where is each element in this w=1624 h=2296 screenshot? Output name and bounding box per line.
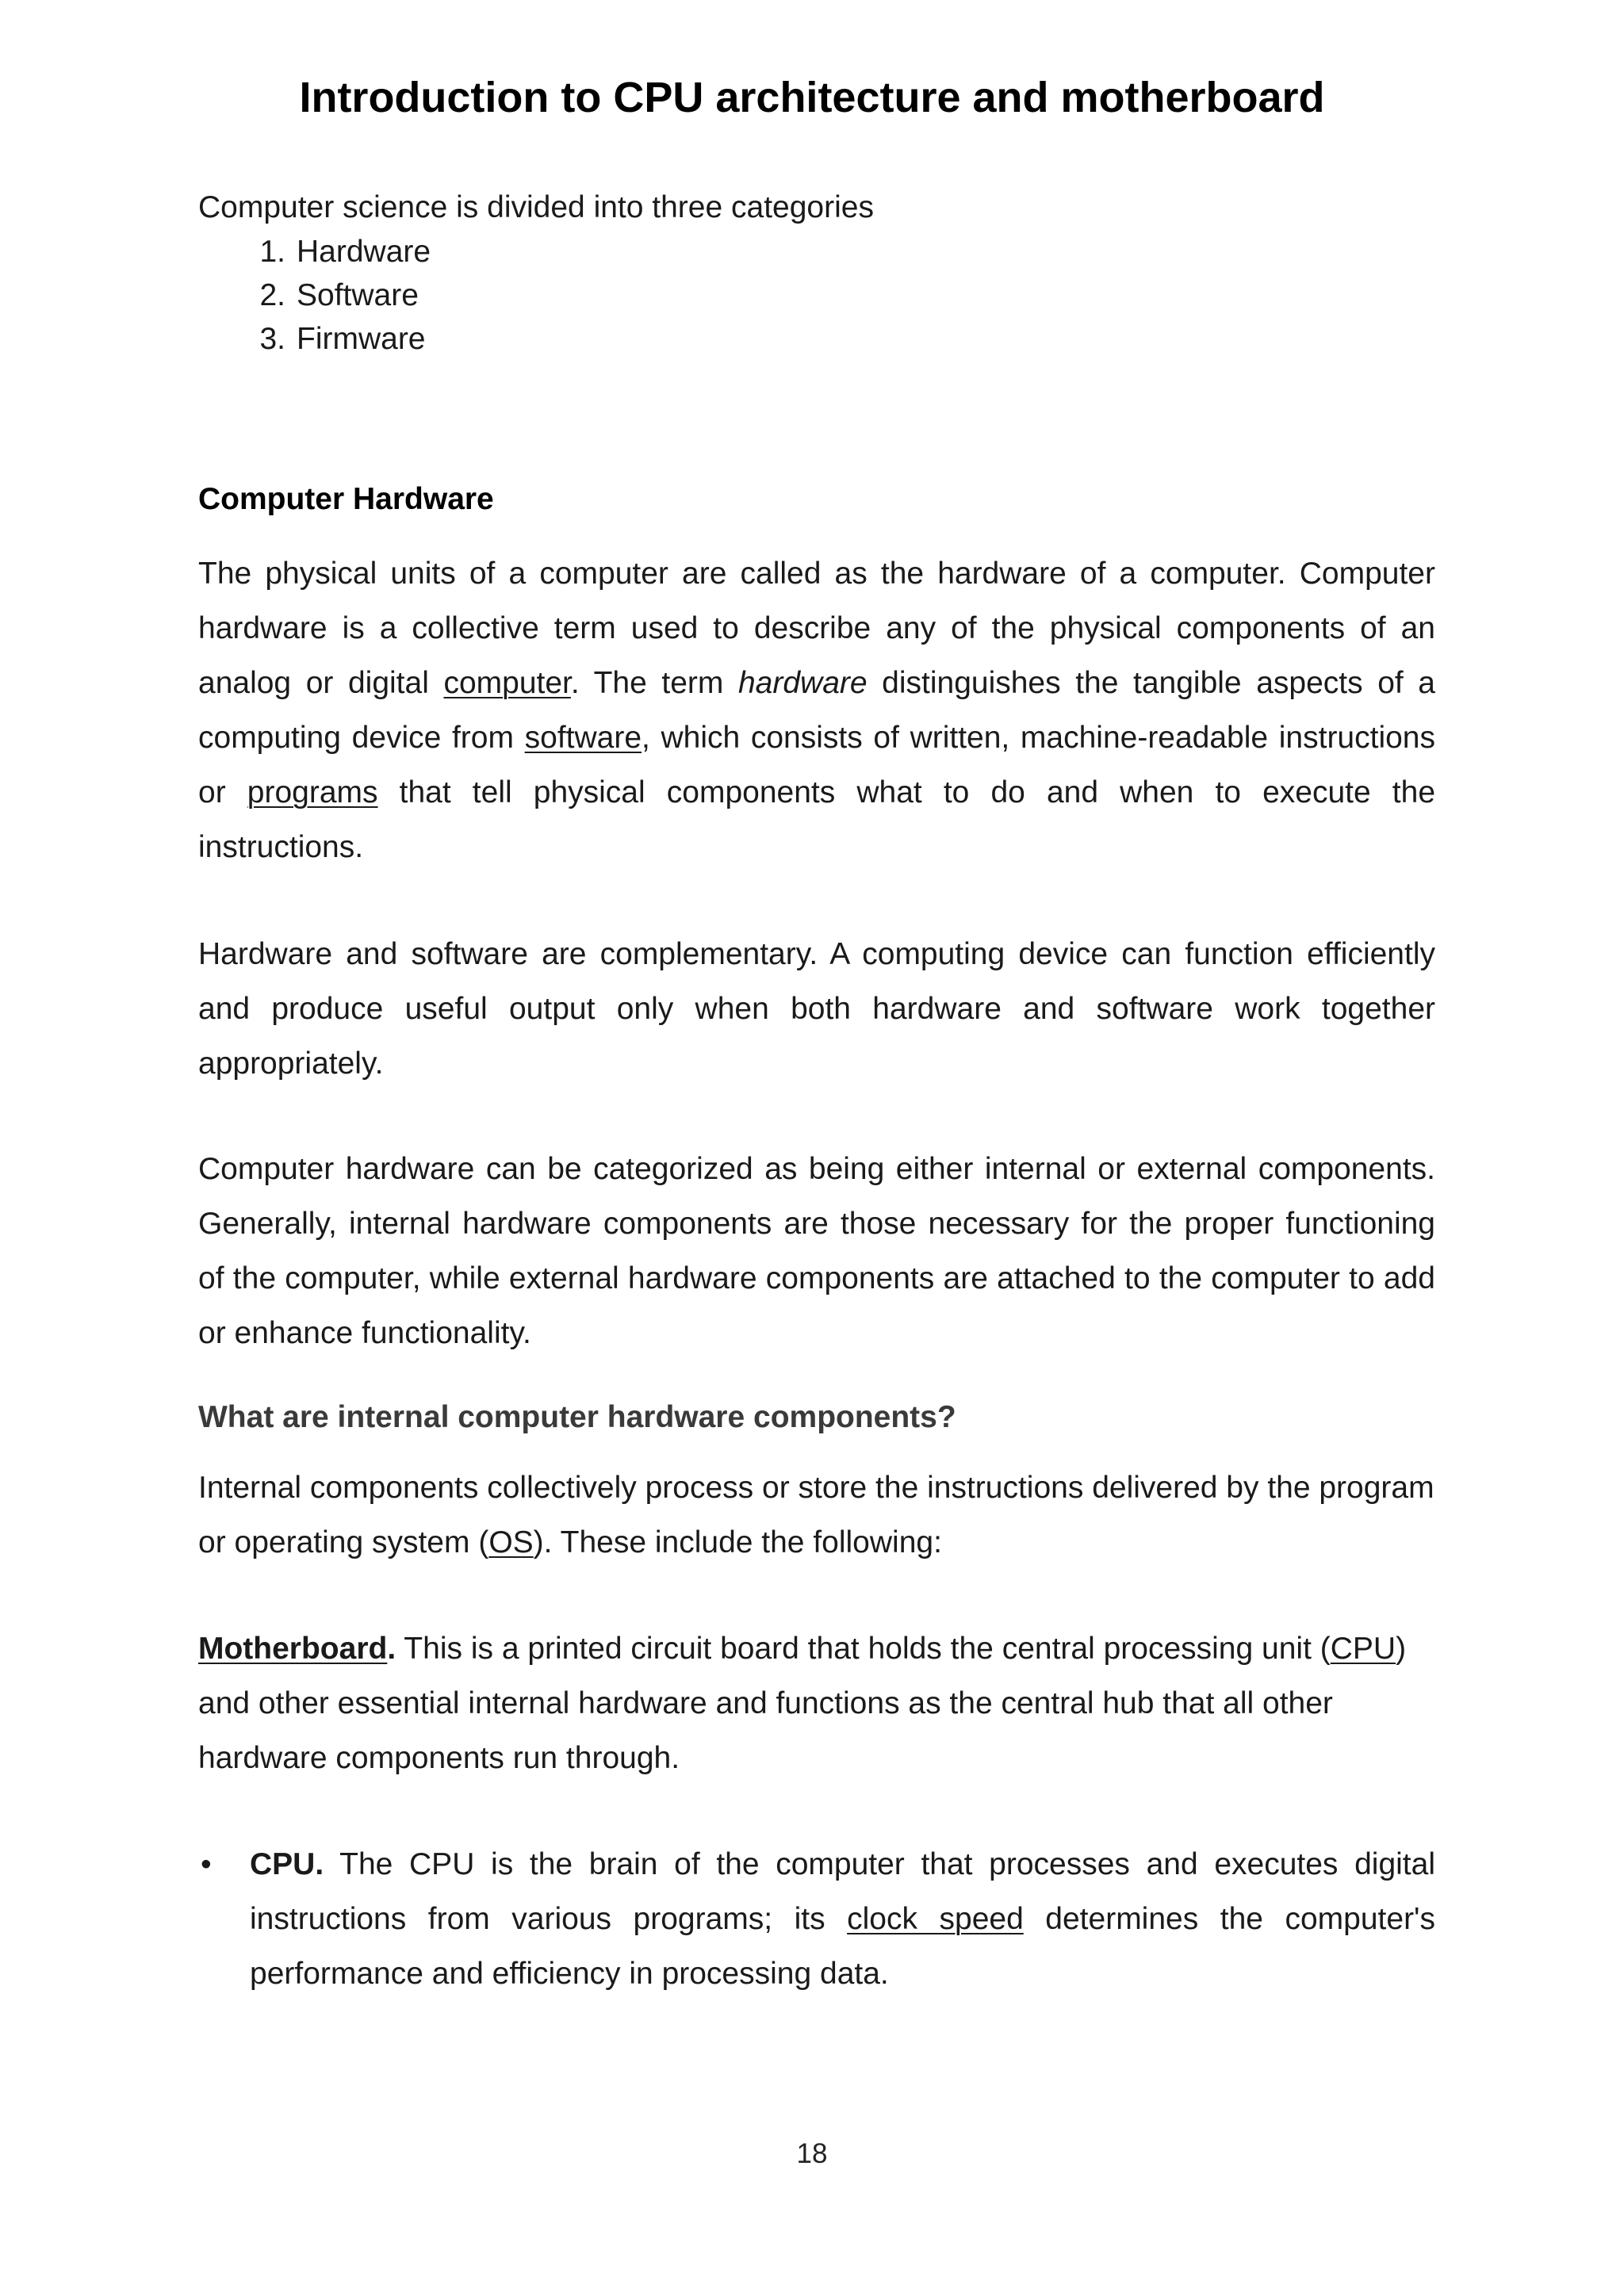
link-motherboard[interactable]: Motherboard	[198, 1632, 388, 1666]
text-run: . The term	[570, 666, 738, 700]
section-heading-internal: What are internal computer hardware components?	[198, 1400, 956, 1434]
list-item	[198, 230, 431, 274]
link-programs[interactable]: programs	[247, 775, 378, 809]
text-run: This is a printed circuit board that holds the central processing unit (	[396, 1632, 1331, 1666]
bullet-text	[250, 1837, 1435, 2001]
list-item-label: Hardware	[297, 235, 431, 269]
list-number: 3.	[259, 322, 285, 356]
term-dot: .	[387, 1632, 396, 1666]
paragraph-motherboard	[198, 1621, 1435, 1785]
page-number: 18	[796, 2138, 828, 2169]
categories-list	[198, 230, 431, 361]
emphasis-hardware: hardware	[737, 666, 868, 700]
list-item-label: Firmware	[297, 322, 426, 356]
text-run: The physical units of a computer are called as the hardware of a computer. Computer hardware is a collective term used to describe any of the physical components of an analog or digital	[198, 557, 1435, 700]
link-cpu[interactable]: CPU	[1330, 1632, 1396, 1666]
page-title: Introduction to CPU architecture and motherboard	[299, 74, 1325, 121]
text-run: The CPU is the brain of the computer that processes and executes digital instructions from various programs; its	[250, 1847, 1435, 1936]
text-run: distinguishes the tangible aspects of a computing device from	[198, 666, 1435, 755]
text-run: ) and other essential internal hardware and functions as the central hub that all other hardware components run through.	[198, 1632, 1407, 1775]
text-run: that tell physical components what to do and when to execute the instructions.	[198, 775, 1436, 864]
paragraph-internal-external: Computer hardware can be categorized as being either internal or external components. Generally, internal hardware components are those necessary for the proper functioning of the computer, while external hardware components are attached to the computer to add or enhance functionality.	[198, 1152, 1435, 1350]
bullet-term: CPU.	[250, 1847, 324, 1881]
link-software[interactable]: software	[524, 721, 642, 755]
list-number: 1.	[259, 235, 285, 269]
link-clock-speed[interactable]: clock speed	[847, 1902, 1024, 1936]
section-heading-hardware: Computer Hardware	[198, 482, 494, 516]
intro-text: Computer science is divided into three categories	[198, 190, 874, 224]
text-run: Internal components collectively process or store the instructions delivered by the program or operating system (	[198, 1471, 1434, 1559]
list-item	[198, 274, 431, 317]
paragraph-internal-components	[198, 1460, 1435, 1570]
bullet-icon: •	[201, 1847, 212, 1881]
link-computer[interactable]: computer	[443, 666, 571, 700]
list-item-label: Software	[297, 278, 419, 312]
list-item	[198, 317, 431, 361]
paragraph-complementary: Hardware and software are complementary. A computing device can function efficiently and produce useful output only when both hardware and software work together appropriately.	[198, 937, 1435, 1081]
link-os[interactable]: OS	[488, 1525, 534, 1559]
bullet-list-item	[198, 1837, 1435, 2001]
text-run: , which consists of written, machine-readable instructions or	[198, 721, 1435, 809]
list-number: 2.	[259, 278, 285, 312]
text-run: determines the computer's performance and efficiency in processing data.	[250, 1902, 1436, 1991]
paragraph-hardware-definition	[198, 546, 1435, 874]
text-run: ). These include the following:	[533, 1525, 942, 1559]
